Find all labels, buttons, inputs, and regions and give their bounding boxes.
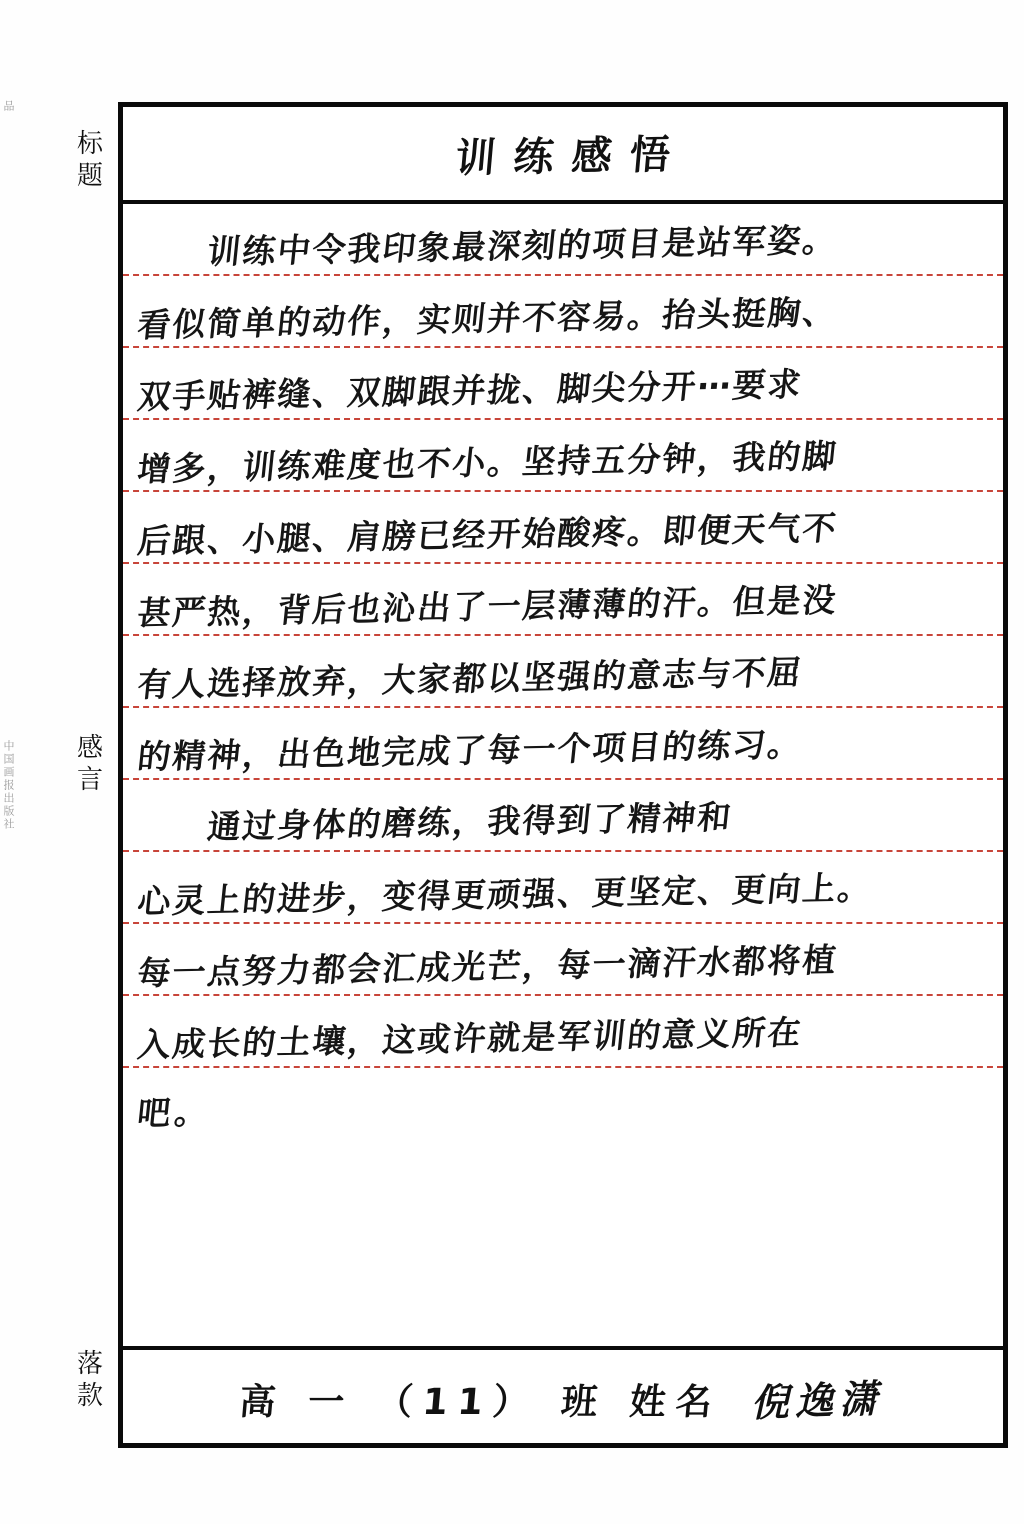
text-line (123, 492, 1003, 564)
text-line-content: 每一点努力都会汇成光芒，每一滴汗水都将植 (135, 940, 840, 993)
text-line (123, 1068, 1003, 1140)
section-label-signature (68, 1348, 112, 1412)
body-band (123, 204, 1003, 1350)
section-label-title-char-1: 标 (76, 129, 103, 159)
text-line-content: 入成长的土壤，这或许就是军训的意义所在 (135, 1012, 805, 1065)
signature-name-label: 姓名 (627, 1382, 724, 1423)
text-line-content: 通过身体的磨练，我得到了精神和 (135, 797, 735, 848)
edge-mark-top: 品 (2, 100, 15, 113)
text-line-content: 训练中令我印象最深刻的项目是站军姿。 (135, 220, 840, 273)
text-line (123, 204, 1003, 276)
text-line-content: 有人选择放弃，大家都以坚强的意志与不屈 (135, 652, 805, 705)
title-band (123, 107, 1003, 204)
section-label-body-char-2: 言 (76, 765, 103, 795)
text-line-content: 看似简单的动作，实则并不容易。抬头挺胸、 (135, 292, 840, 345)
text-line-content: 甚严热，背后也沁出了一层薄薄的汗。但是没 (135, 580, 840, 633)
page-title: 训练感悟 (453, 131, 690, 182)
edge-mark-middle: 中国画报出版社 (2, 740, 15, 831)
text-line (123, 708, 1003, 780)
text-line-content: 增多，训练难度也不小。坚持五分钟，我的脚 (135, 436, 840, 489)
sheet-frame (118, 102, 1008, 1448)
signature-line (237, 1370, 889, 1425)
text-line (123, 852, 1003, 924)
text-line (123, 636, 1003, 708)
text-line-content: 双手贴裤缝、双脚跟并拢、脚尖分开⋯要求 (135, 364, 805, 417)
text-line (123, 780, 1003, 852)
text-line (123, 348, 1003, 420)
text-line-content: 吧。 (135, 1092, 214, 1133)
text-line (123, 924, 1003, 996)
text-line (123, 996, 1003, 1068)
section-label-signature-char-2: 款 (76, 1381, 103, 1411)
text-line-content: 后跟、小腿、肩膀已经开始酸疼。即便天气不 (135, 508, 840, 561)
section-label-title (68, 128, 112, 192)
signature-grade-class: 高 一 （11） 班 (237, 1382, 609, 1423)
section-label-body (68, 732, 112, 796)
text-line-content: 的精神，出色地完成了每一个项目的练习。 (135, 724, 805, 777)
section-label-body-char-1: 感 (76, 733, 103, 763)
text-line (123, 276, 1003, 348)
signature-band (123, 1350, 1003, 1445)
section-label-title-char-2: 题 (76, 161, 103, 191)
text-line (123, 420, 1003, 492)
section-label-signature-char-1: 落 (76, 1349, 103, 1379)
signature-name: 倪逸潇 (748, 1376, 891, 1426)
text-line (123, 564, 1003, 636)
text-line-content: 心灵上的进步，变得更顽强、更坚定、更向上。 (135, 867, 875, 922)
